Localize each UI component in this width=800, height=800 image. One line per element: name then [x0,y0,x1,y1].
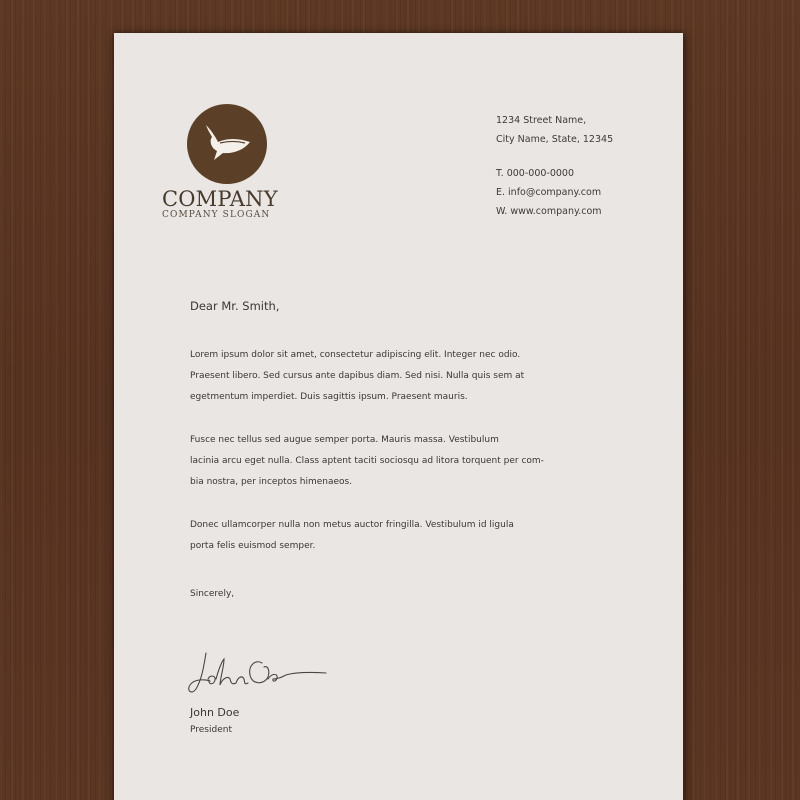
signer-name: John Doe [190,706,240,719]
paragraph-line: Praesent libero. Sed cursus ante dapibus diam. Sed nisi. Nulla quis sem at [190,371,525,381]
signer-block [190,705,239,739]
paragraph-line: Donec ullamcorper nulla non metus auctor fringilla. Vestibulum id ligula [190,520,514,530]
paragraph-line: porta felis euismod semper. [190,541,316,551]
paragraph-line: egetmentum imperdiet. Duis sagittis ipsum. Praesent mauris. [190,392,468,402]
company-slogan: COMPANY SLOGAN [162,210,271,220]
address-line-1: 1234 Street Name, [496,115,587,126]
email-address: E. info@company.com [496,187,602,198]
letterhead-page [114,33,683,800]
phone-number: T. 000-000-0000 [496,168,575,179]
paragraph [190,430,610,493]
paragraph [190,345,610,408]
closing: Sincerely, [190,589,235,599]
company-name: COMPANY [162,187,278,211]
handwritten-signature [184,645,334,701]
paragraph-line: bia nostra, per inceptos himenaeos. [190,477,353,487]
contact-block [496,111,613,221]
paragraph-line: Fusce nec tellus sed augue semper porta. Mauris massa. Vestibulum [190,435,499,445]
company-logo [162,104,292,220]
paragraph-line: lacinia arcu eget nulla. Class aptent taciti sociosqu ad litora torquent per com- [190,456,544,466]
paragraph-line: Lorem ipsum dolor sit amet, consectetur adipiscing elit. Integer nec odio. [190,350,521,360]
letter-body [190,298,610,601]
speech-bubble-icon [187,104,267,184]
address-line-2: City Name, State, 12345 [496,134,614,145]
paragraph [190,515,610,557]
salutation: Dear Mr. Smith, [190,299,280,313]
website-address: W. www.company.com [496,206,602,217]
signer-title: President [190,725,232,735]
